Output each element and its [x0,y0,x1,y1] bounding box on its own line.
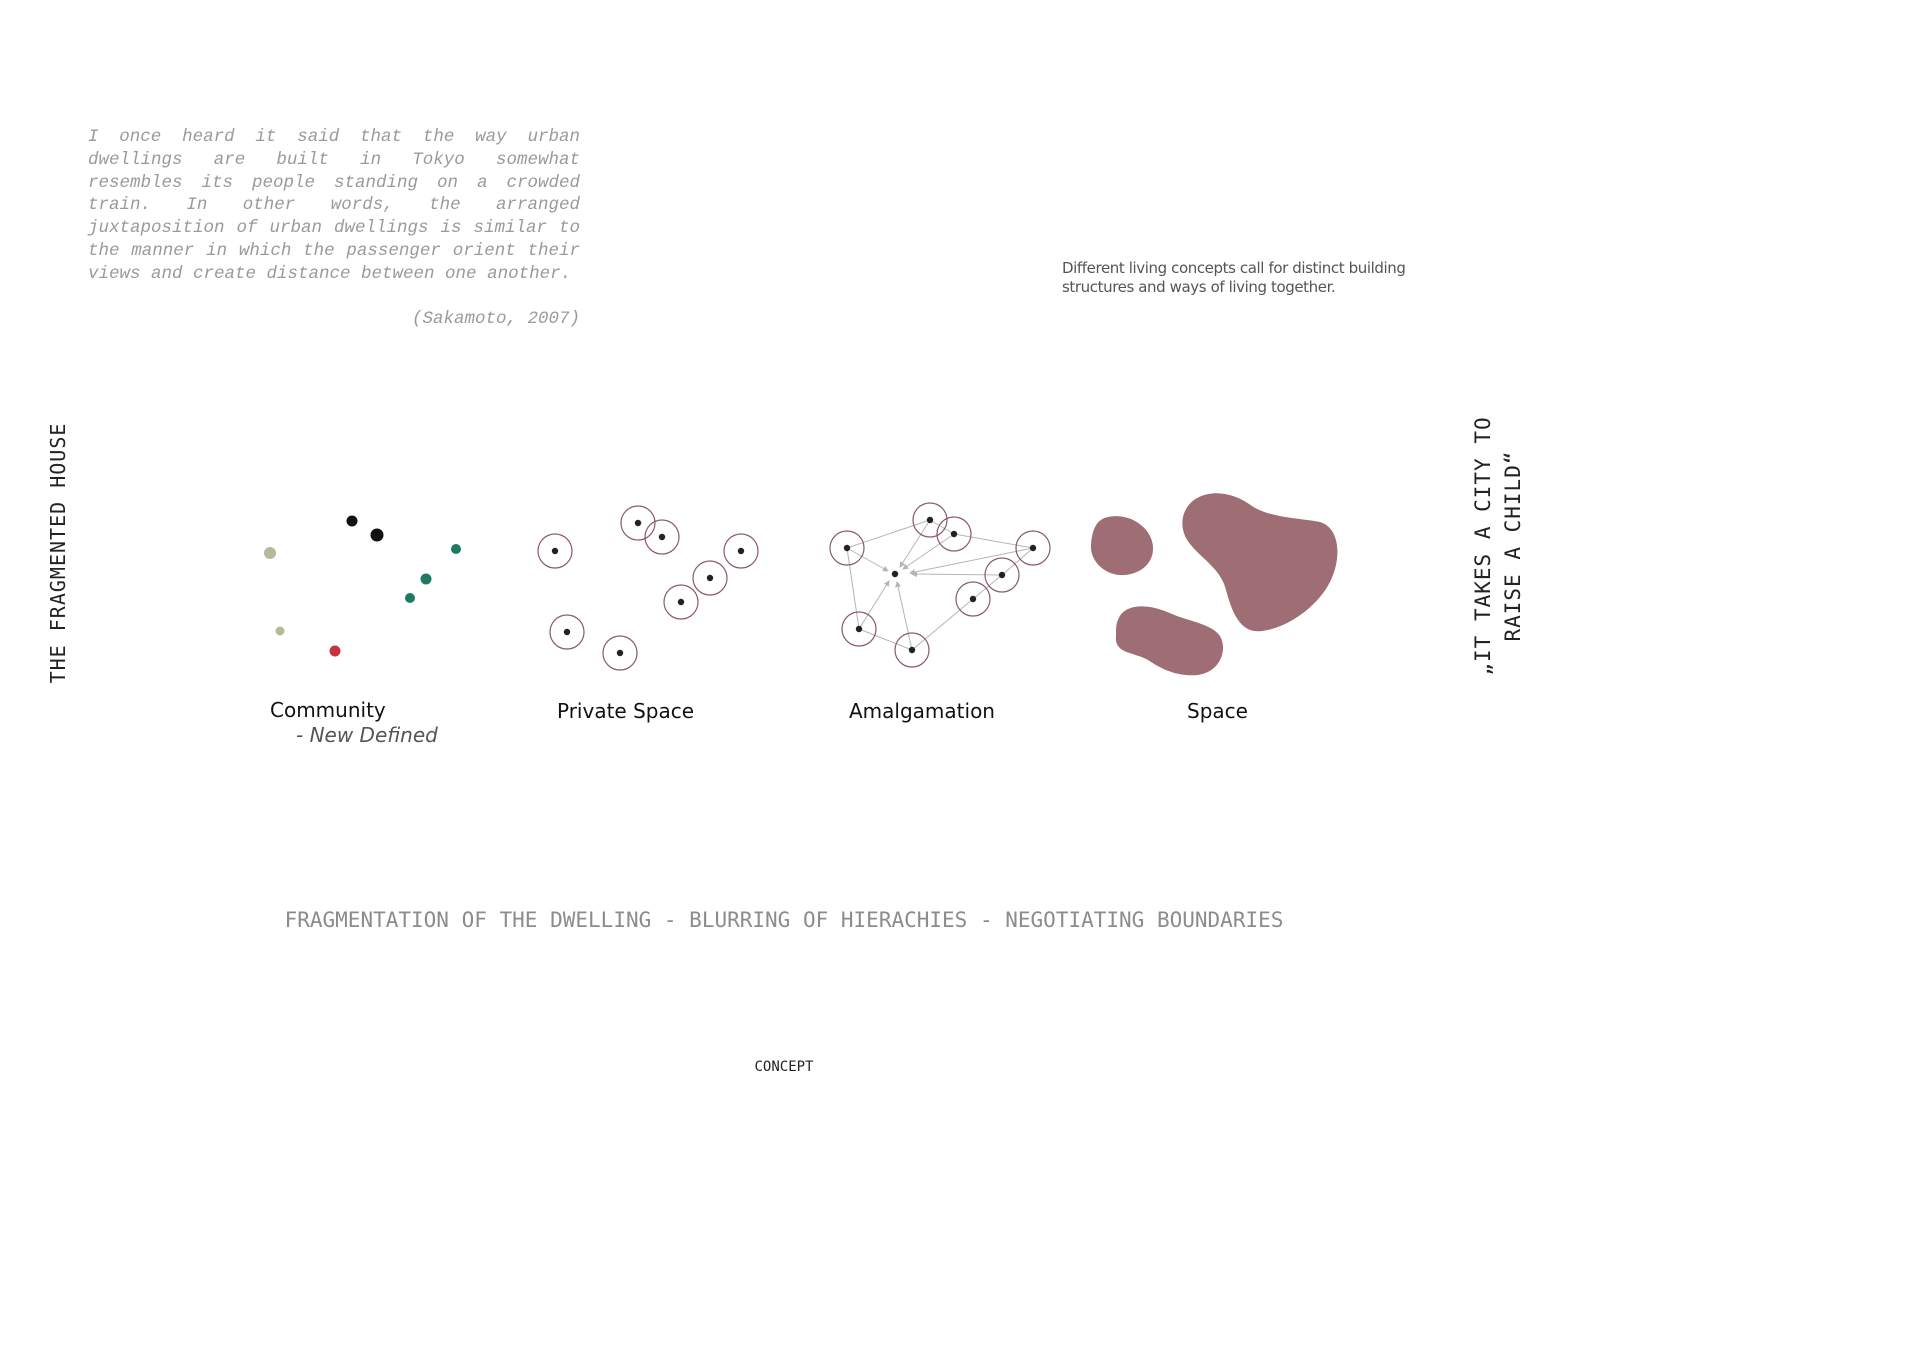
network-link [912,599,973,650]
community-diagram [264,516,461,657]
space-blob [1091,516,1153,575]
community-dot [330,646,341,657]
quote-citation: (Sakamoto, 2007) [411,309,580,329]
private-space-diagram [538,506,758,670]
community-dot [264,547,276,559]
amalgamation-dot [970,596,976,602]
community-dot [421,574,432,585]
amalgamation-dot [927,517,933,523]
amalgamation-center-dot [892,571,898,577]
tagline: FRAGMENTATION OF THE DWELLING - BLURRING OF HIERACHIES - NEGOTIATING BOUNDARIES [284,908,1284,932]
amalgamation-dot [844,545,850,551]
amalgamation-dot [1030,545,1036,551]
community-dot [405,593,415,603]
concept-label-private-space: Private Space [557,699,695,723]
amalgamation-dot [951,531,957,537]
private-dot [738,548,744,554]
network-link [973,575,1002,599]
concept-label-space: Space [1187,699,1248,723]
amalgamation-network [847,520,1033,650]
community-dot [347,516,358,527]
footer-label: CONCEPT [754,1059,814,1075]
network-link [847,520,930,548]
quote-text: I once heard it said that the way urban dwellings are built in Tokyo somewhat resembles its people standing on a crowded train. In other words, the arranged juxtaposition of urban dwellings is similar to the manner in which the passenger orient their views and create distance between one another. [88,127,580,284]
side-title-left: THE FRAGMENTED HOUSE [46,422,70,684]
space-blob [1182,493,1337,631]
space-diagram [1091,493,1337,675]
private-dot [552,548,558,554]
network-link [903,534,954,569]
intro-text: Different living concepts call for distinct building structures and ways of living together. [1062,259,1406,296]
community-dot [276,627,285,636]
concept-label-amalgamation: Amalgamation [849,699,995,723]
side-title-right: „IT TAKES A CITY TO RAISE A CHILD“ [1471,416,1525,676]
community-dot [371,529,384,542]
private-dot [707,575,713,581]
network-link [847,548,859,629]
amalgamation-dot [999,572,1005,578]
amalgamation-dot [909,647,915,653]
private-dot [617,650,623,656]
concept-label-community: Community [270,698,386,722]
network-link [912,574,1002,575]
community-dot [451,544,461,554]
private-dot [564,629,570,635]
network-link [847,548,888,571]
amalgamation-dot [856,626,862,632]
space-blob [1116,606,1223,675]
network-link [859,629,912,650]
private-dot [659,534,665,540]
network-link [1002,548,1033,575]
private-dot [635,520,641,526]
network-link [897,582,912,650]
private-dot [678,599,684,605]
concept-sublabel-community: - New Defined [296,723,438,747]
